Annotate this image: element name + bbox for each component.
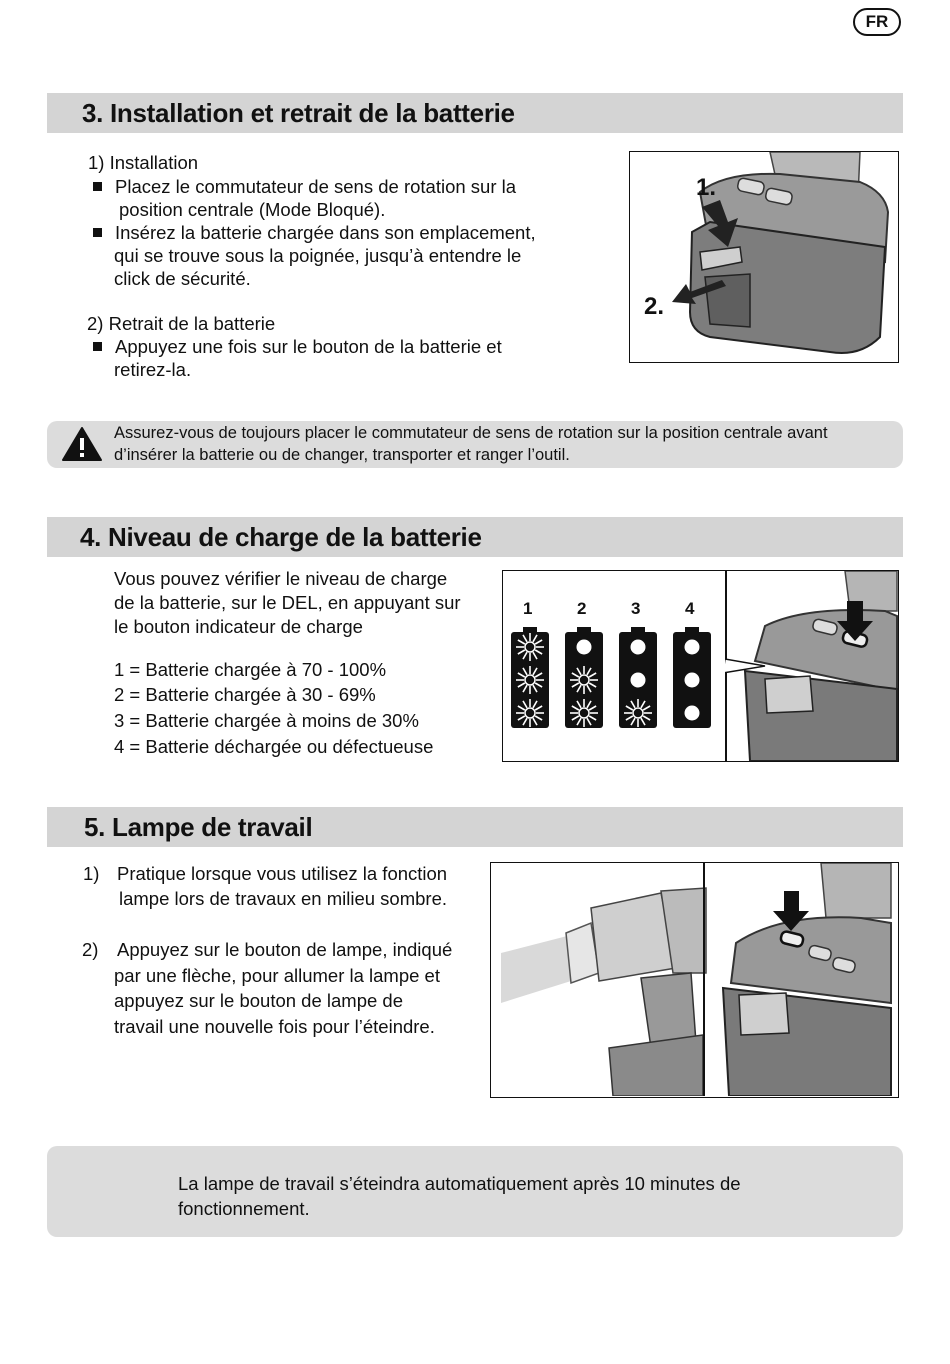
lamp-item-2-line-1: Appuyez sur le bouton de lampe, indiqué — [117, 939, 453, 960]
led-off — [685, 706, 700, 721]
warning-triangle-icon — [61, 426, 103, 462]
auto-off-note-box — [47, 1146, 903, 1237]
charge-level-3: 3 = Batterie chargée à moins de 30% — [114, 710, 419, 731]
section-4-header — [47, 517, 903, 557]
led-lit — [525, 708, 535, 718]
led-off — [631, 673, 646, 688]
install-step-1: Placez le commutateur de sens de rotation sur la — [93, 176, 516, 198]
install-step-1-cont: position centrale (Mode Bloqué). — [119, 199, 386, 220]
battery-indicator-2 — [565, 627, 603, 728]
section-4-title: 4. Niveau de charge de la batterie — [80, 522, 482, 552]
warning-box — [47, 421, 903, 468]
charge-level-4: 4 = Batterie déchargée ou défectueuse — [114, 736, 434, 757]
indicator-label-1: 1 — [523, 599, 533, 618]
battery-indicator-1 — [511, 627, 549, 728]
section-5-title: 5. Lampe de travail — [84, 812, 313, 842]
led-off — [631, 640, 646, 655]
charge-level-2: 2 = Batterie chargée à 30 - 69% — [114, 684, 376, 705]
warning-line-2: d’insérer la batterie ou de changer, transporter et ranger l’outil. — [114, 446, 570, 464]
battery-indicator-4 — [673, 627, 711, 728]
led-off — [685, 640, 700, 655]
bullet-icon — [93, 228, 102, 237]
warning-line-1: Assurez-vous de toujours placer le commutateur de sens de rotation sur la position centrale avant — [114, 424, 828, 442]
indicator-label-4: 4 — [685, 599, 695, 618]
lamp-item-1-line-2: lampe lors de travaux en milieu sombre. — [119, 888, 448, 909]
indicator-label-2: 2 — [577, 599, 587, 618]
battery-install-figure — [629, 151, 899, 363]
battery-indicators — [503, 623, 728, 733]
note-line-2: fonctionnement. — [178, 1198, 310, 1219]
lamp-item-2-num: 2) — [82, 939, 99, 960]
led-lit — [525, 675, 535, 685]
bullet-icon — [93, 342, 102, 351]
led-lit — [525, 642, 535, 652]
lamp-item-1-num: 1) — [83, 863, 100, 884]
remove-heading: 2) Retrait de la batterie — [87, 313, 276, 334]
led-lit — [633, 708, 643, 718]
led-off — [577, 640, 592, 655]
work-lamp-figure — [490, 862, 899, 1098]
remove-step-1: Appuyez une fois sur le bouton de la batterie et — [93, 336, 502, 358]
install-step-2-cont-1: qui se trouve sous la poignée, jusqu’à entendre le — [114, 245, 522, 266]
charge-level-1: 1 = Batterie chargée à 70 - 100% — [114, 659, 387, 680]
bullet-icon — [93, 182, 102, 191]
section-5-header — [47, 807, 903, 847]
led-lit — [579, 708, 589, 718]
section-3-header — [47, 93, 903, 133]
install-step-2: Insérez la batterie chargée dans son emplacement, — [93, 222, 536, 244]
charge-intro-line-1: Vous pouvez vérifier le niveau de charge — [114, 568, 448, 589]
charge-intro-line-3: le bouton indicateur de charge — [114, 616, 363, 637]
figure-label-step-2: 2. — [644, 293, 665, 320]
battery-indicator-3 — [619, 627, 657, 728]
charge-button-closeup — [725, 571, 898, 761]
figure-label-step-1: 1. — [696, 174, 717, 201]
install-heading: 1) Installation — [88, 152, 199, 173]
lamp-item-2-line-3: appuyez sur le bouton de lampe de — [114, 990, 404, 1011]
lamp-item-1-line-1: Pratique lorsque vous utilisez la fonction — [117, 863, 448, 884]
install-step-2-cont-2: click de sécurité. — [114, 268, 251, 289]
lamp-item-2-line-4: travail une nouvelle fois pour l’éteindre. — [114, 1016, 435, 1037]
language-badge: FR — [853, 8, 901, 36]
remove-step-1-cont: retirez-la. — [114, 359, 192, 380]
charge-indicator-figure — [502, 570, 899, 762]
section-3-title: 3. Installation et retrait de la batterie — [82, 98, 515, 128]
indicator-label-3: 3 — [631, 599, 641, 618]
charge-intro-line-2: de la batterie, sur le DEL, en appuyant sur — [114, 592, 461, 613]
lamp-item-2-line-2: par une flèche, pour allumer la lampe et — [114, 965, 440, 986]
led-off — [685, 673, 700, 688]
led-lit — [579, 675, 589, 685]
note-line-1: La lampe de travail s’éteindra automatiquement après 10 minutes de — [178, 1173, 741, 1194]
